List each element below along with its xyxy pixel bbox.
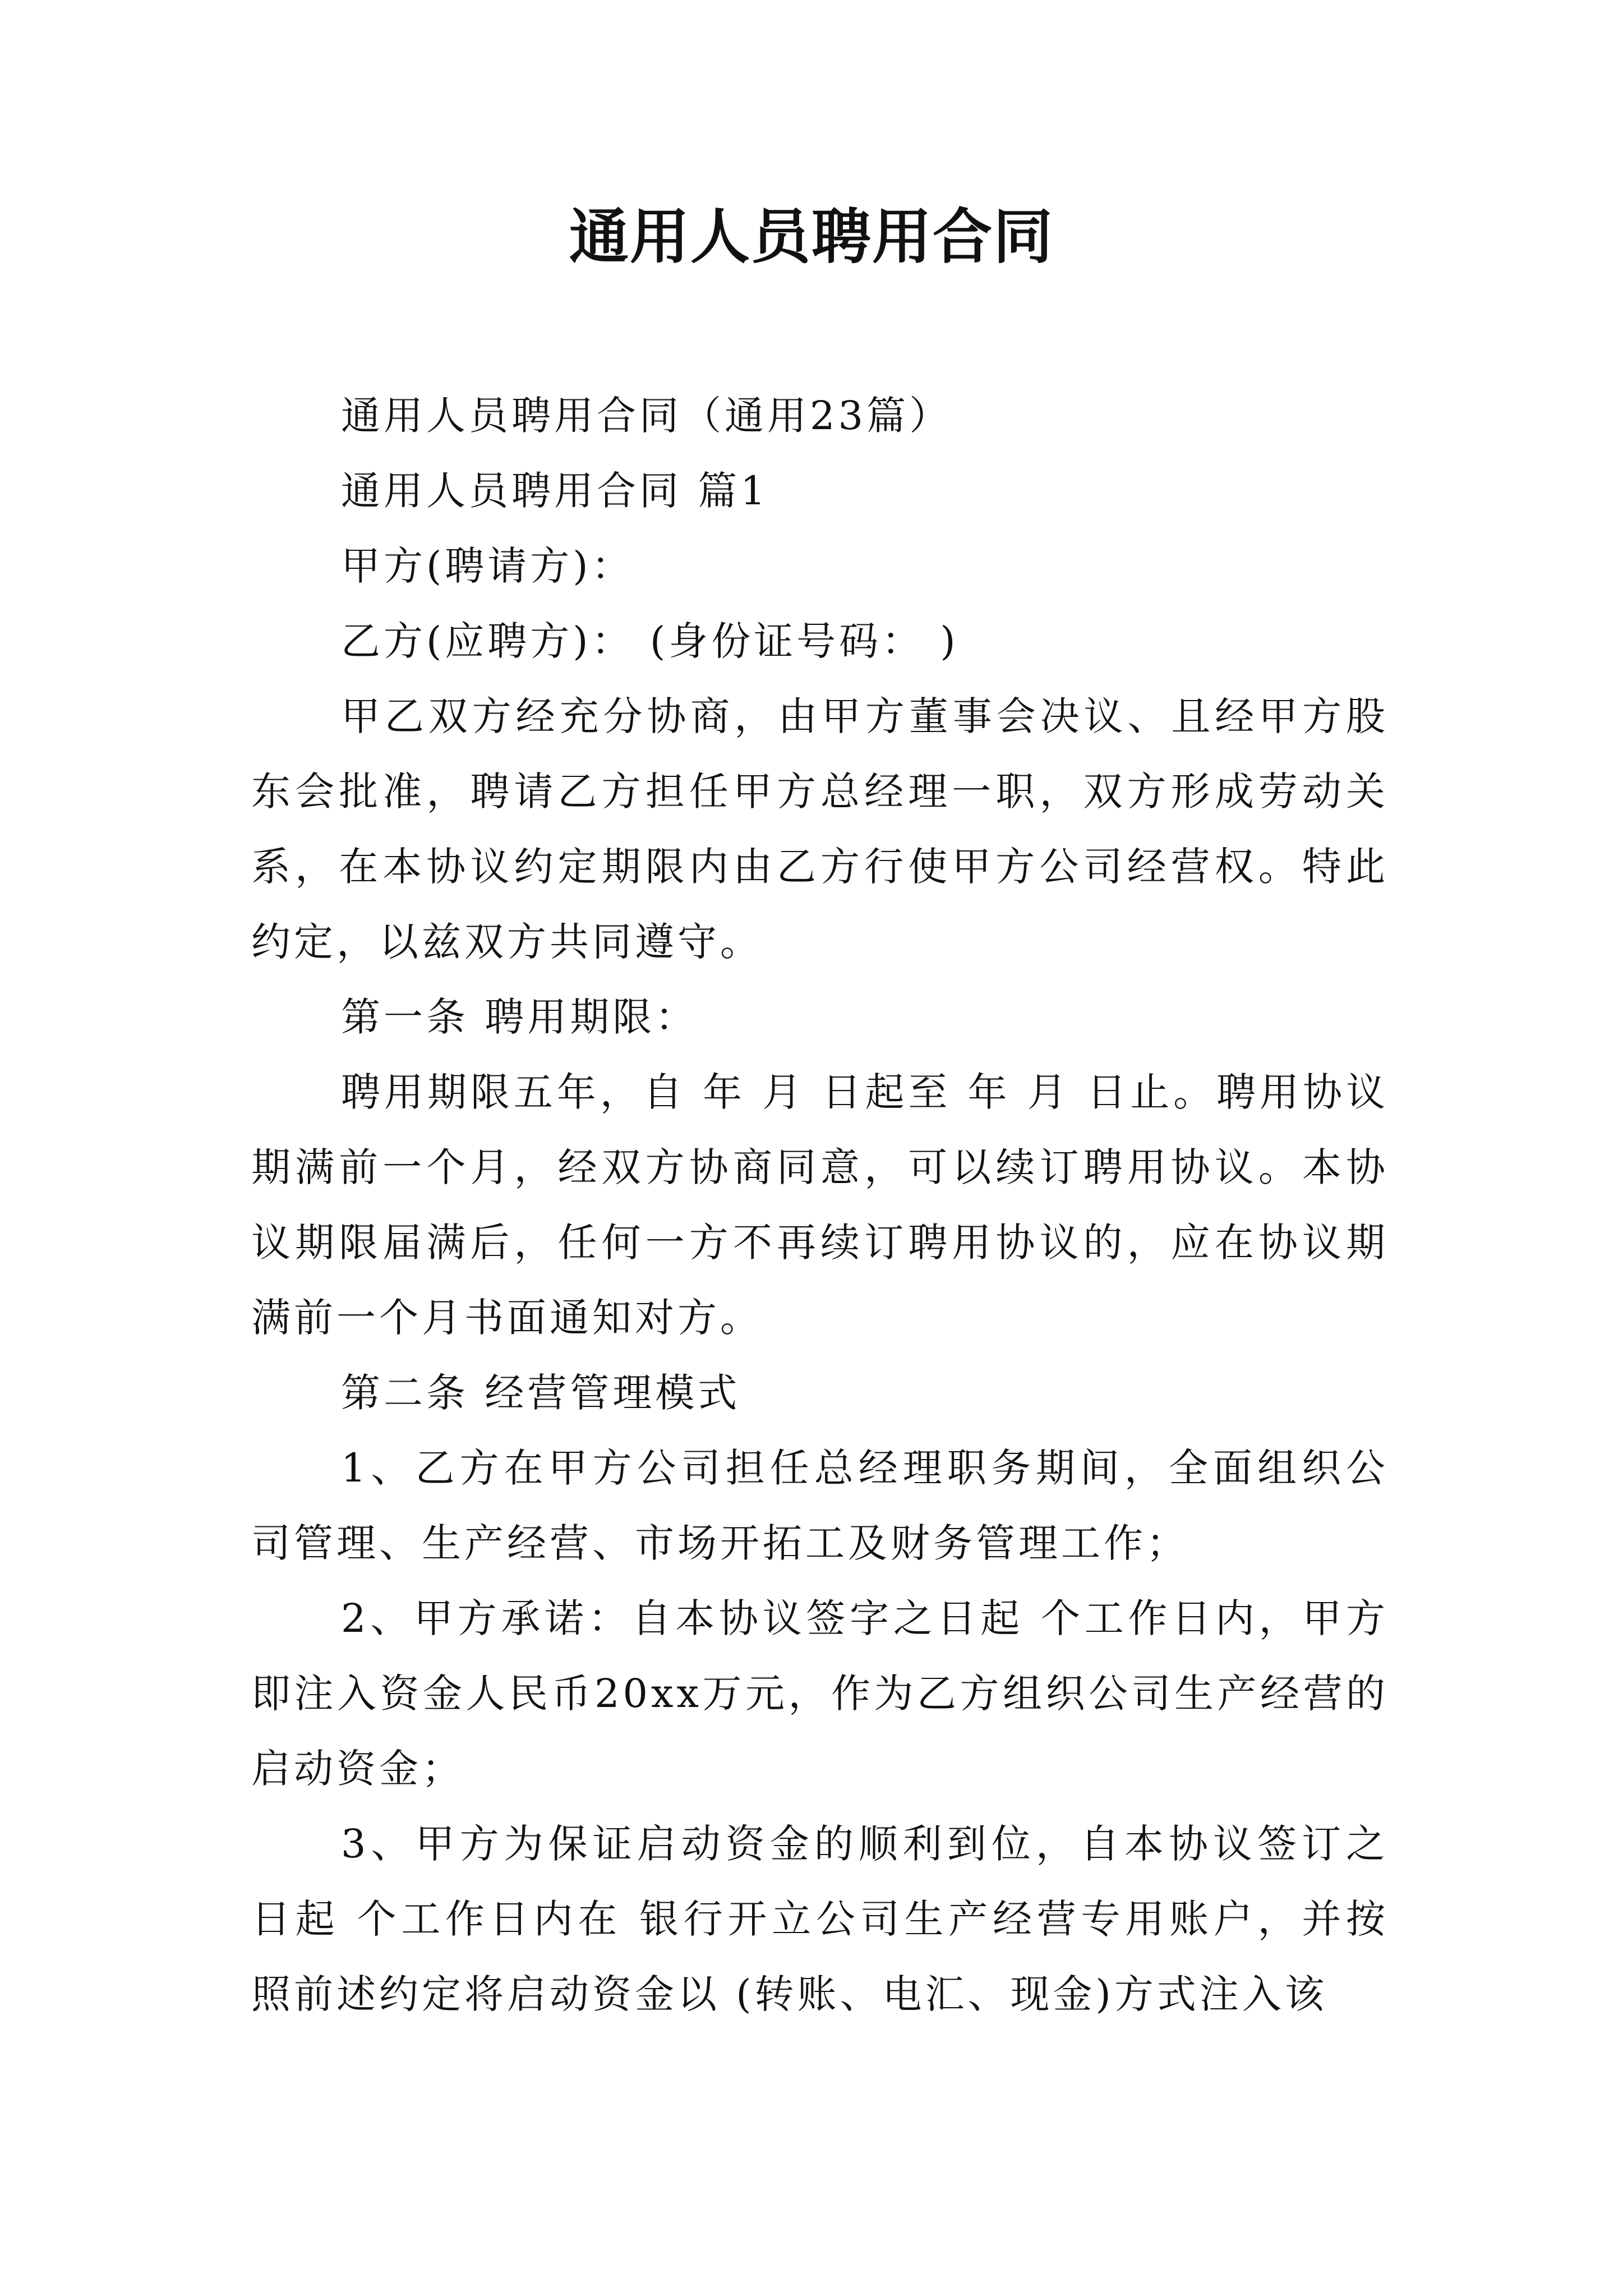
party-a-line: 甲方(聘请方)：	[341, 543, 634, 589]
article-1-heading: 第一条 聘用期限：	[341, 994, 698, 1040]
article-2-clause-3: 3、甲方为保证启动资金的顺利到位，自本协议签订之日起 个工作日内在 银行开立公司生产经营专用账户，并按照前述约定将启动资金以 (转账、电汇、现金)方式注入该	[251, 1821, 1389, 2017]
article-2-heading: 第二条 经营管理模式	[341, 1370, 741, 1416]
heading-subtitle: 通用人员聘用合同（通用23篇）	[341, 393, 952, 439]
party-b-line: 乙方(应聘方)： (身份证号码： )	[341, 618, 959, 664]
preamble-paragraph: 甲乙双方经充分协商，由甲方董事会决议、且经甲方股东会批准，聘请乙方担任甲方总经理一职，双方形成劳动关系，在本协议约定期限内由乙方行使甲方公司经营权。特此约定，以兹双方共同遵守。	[251, 693, 1389, 965]
article-2-clause-2: 2、甲方承诺：自本协议签字之日起 个工作日内，甲方即注入资金人民币20xx万元，作为乙方组织公司生产经营的启动资金；	[251, 1595, 1389, 1792]
article-2-clause-1: 1、乙方在甲方公司担任总经理职务期间，全面组织公司管理、生产经营、市场开拓工及财务管理工作；	[251, 1445, 1389, 1566]
document-body	[251, 378, 1389, 2032]
article-1-paragraph: 聘用期限五年，自 年 月 日起至 年 月 日止。聘用协议期满前一个月，经双方协商同意，可以续订聘用协议。本协议期限届满后，任何一方不再续订聘用协议的，应在协议期满前一个月书面通知对方。	[251, 1069, 1389, 1341]
document-title: 通用人员聘用合同	[569, 201, 1054, 272]
heading-part-1: 通用人员聘用合同 篇1	[341, 468, 769, 514]
